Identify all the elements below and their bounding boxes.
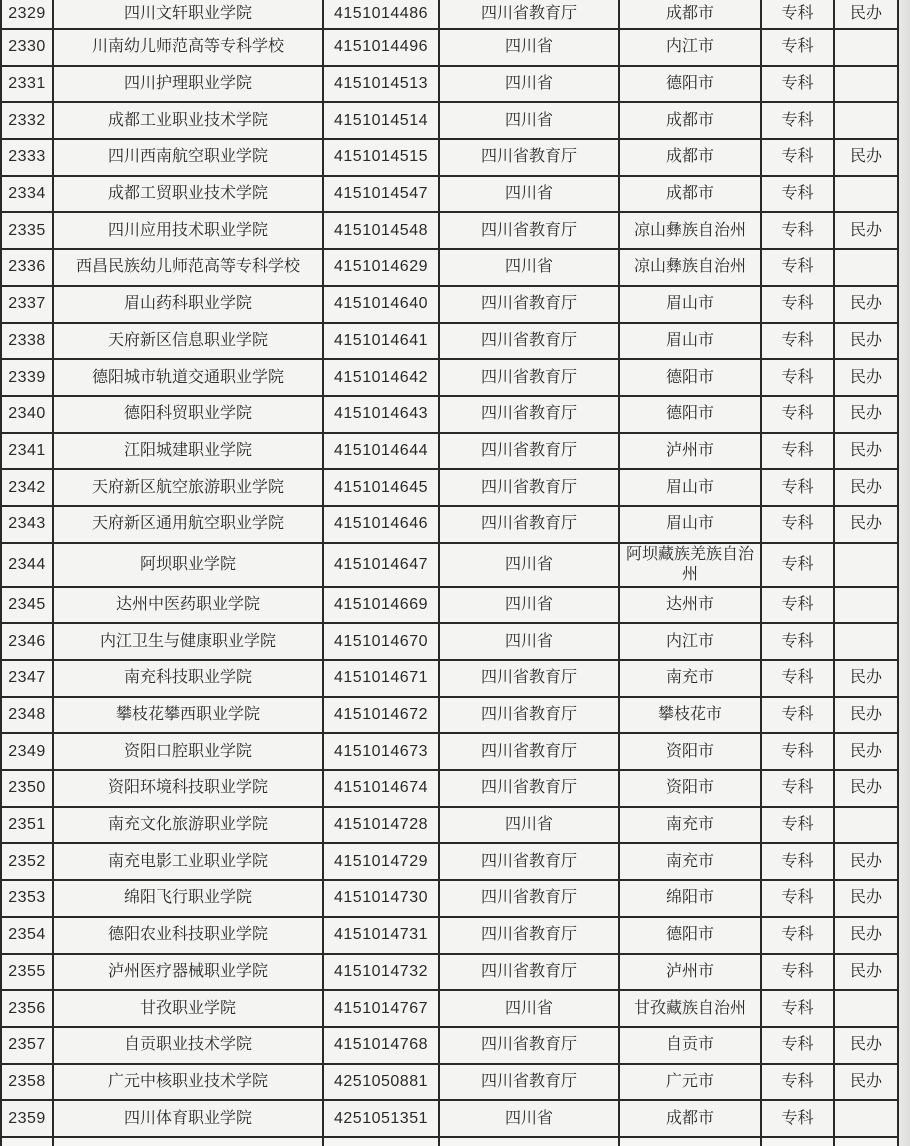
ownership-cell: 民办	[834, 506, 898, 543]
city-cell: 成都市	[619, 102, 761, 139]
ownership-cell	[834, 29, 898, 66]
table-row	[1, 843, 898, 880]
department-cell: 四川省教育厅	[439, 843, 619, 880]
seq-cell: 2336	[1, 249, 53, 286]
seq-cell: 2330	[1, 29, 53, 66]
seq-cell: 2347	[1, 660, 53, 697]
school-code-cell: 4151014548	[323, 212, 439, 249]
department-cell: 四川省教育厅	[439, 770, 619, 807]
school-code-cell: 4151014673	[323, 733, 439, 770]
department-cell: 四川省	[439, 807, 619, 844]
school-code-cell: 4151014513	[323, 66, 439, 103]
seq-cell: 2341	[1, 433, 53, 470]
school-code-cell: 4151014486	[323, 0, 439, 29]
level-cell: 专科	[761, 543, 834, 587]
ownership-cell: 民办	[834, 0, 898, 29]
seq-cell: 2353	[1, 880, 53, 917]
seq-cell: 2358	[1, 1064, 53, 1101]
department-cell: 四川省教育厅	[439, 1027, 619, 1064]
ownership-cell: 民办	[834, 660, 898, 697]
department-cell: 四川省教育厅	[439, 917, 619, 954]
seq-cell: 2357	[1, 1027, 53, 1064]
school-code-cell: 4151014645	[323, 469, 439, 506]
school-code-cell: 4151014670	[323, 623, 439, 660]
department-cell: 四川省教育厅	[439, 139, 619, 176]
empty-cell	[439, 1137, 619, 1146]
school-code-cell: 4151014647	[323, 543, 439, 587]
school-code-cell: 4151014514	[323, 102, 439, 139]
school-code-cell: 4151014641	[323, 323, 439, 360]
ownership-cell	[834, 587, 898, 624]
school-name-cell: 南充科技职业学院	[53, 660, 323, 697]
seq-cell: 2339	[1, 359, 53, 396]
school-name-cell: 攀枝花攀西职业学院	[53, 697, 323, 734]
ownership-cell	[834, 1100, 898, 1137]
level-cell: 专科	[761, 212, 834, 249]
table-row	[1, 807, 898, 844]
table-row	[1, 176, 898, 213]
school-name-cell: 资阳口腔职业学院	[53, 733, 323, 770]
ownership-cell: 民办	[834, 954, 898, 991]
school-code-cell: 4151014496	[323, 29, 439, 66]
empty-cell	[53, 1137, 323, 1146]
seq-cell: 2348	[1, 697, 53, 734]
school-code-cell: 4151014644	[323, 433, 439, 470]
ownership-cell: 民办	[834, 396, 898, 433]
department-cell: 四川省教育厅	[439, 697, 619, 734]
city-cell: 眉山市	[619, 286, 761, 323]
table-row	[1, 660, 898, 697]
city-cell: 资阳市	[619, 770, 761, 807]
seq-cell: 2342	[1, 469, 53, 506]
ownership-cell: 民办	[834, 323, 898, 360]
level-cell: 专科	[761, 587, 834, 624]
table-row	[1, 323, 898, 360]
seq-cell: 2345	[1, 587, 53, 624]
school-name-cell: 天府新区信息职业学院	[53, 323, 323, 360]
city-cell: 德阳市	[619, 917, 761, 954]
city-cell: 资阳市	[619, 733, 761, 770]
school-code-cell: 4151014515	[323, 139, 439, 176]
empty-cell	[834, 1137, 898, 1146]
department-cell: 四川省	[439, 249, 619, 286]
school-code-cell: 4151014643	[323, 396, 439, 433]
empty-cell	[1, 1137, 53, 1146]
table-row	[1, 543, 898, 587]
level-cell: 专科	[761, 917, 834, 954]
table-row	[1, 286, 898, 323]
level-cell: 专科	[761, 102, 834, 139]
level-cell: 专科	[761, 433, 834, 470]
level-cell: 专科	[761, 807, 834, 844]
level-cell: 专科	[761, 880, 834, 917]
city-cell: 德阳市	[619, 396, 761, 433]
level-cell: 专科	[761, 843, 834, 880]
city-cell: 绵阳市	[619, 880, 761, 917]
school-name-cell: 南充文化旅游职业学院	[53, 807, 323, 844]
school-code-cell: 4151014642	[323, 359, 439, 396]
city-cell: 德阳市	[619, 66, 761, 103]
city-cell: 凉山彝族自治州	[619, 249, 761, 286]
level-cell: 专科	[761, 733, 834, 770]
city-cell: 南充市	[619, 660, 761, 697]
level-cell: 专科	[761, 286, 834, 323]
ownership-cell: 民办	[834, 733, 898, 770]
school-name-cell: 四川应用技术职业学院	[53, 212, 323, 249]
city-cell: 南充市	[619, 807, 761, 844]
school-name-cell: 天府新区航空旅游职业学院	[53, 469, 323, 506]
school-name-cell: 绵阳飞行职业学院	[53, 880, 323, 917]
city-cell: 达州市	[619, 587, 761, 624]
school-name-cell: 德阳城市轨道交通职业学院	[53, 359, 323, 396]
school-name-cell: 阿坝职业学院	[53, 543, 323, 587]
level-cell: 专科	[761, 469, 834, 506]
school-code-cell: 4151014730	[323, 880, 439, 917]
school-name-cell: 天府新区通用航空职业学院	[53, 506, 323, 543]
table-row	[1, 506, 898, 543]
level-cell: 专科	[761, 506, 834, 543]
city-cell: 眉山市	[619, 323, 761, 360]
table-row	[1, 66, 898, 103]
ownership-cell: 民办	[834, 469, 898, 506]
table-row	[1, 29, 898, 66]
seq-cell: 2331	[1, 66, 53, 103]
level-cell: 专科	[761, 623, 834, 660]
seq-cell: 2350	[1, 770, 53, 807]
seq-cell: 2334	[1, 176, 53, 213]
school-name-cell: 资阳环境科技职业学院	[53, 770, 323, 807]
table-row	[1, 0, 898, 29]
seq-cell: 2338	[1, 323, 53, 360]
department-cell: 四川省	[439, 990, 619, 1027]
seq-cell: 2356	[1, 990, 53, 1027]
ownership-cell	[834, 66, 898, 103]
city-cell: 德阳市	[619, 359, 761, 396]
school-code-cell: 4151014732	[323, 954, 439, 991]
table-row	[1, 954, 898, 991]
school-name-cell: 德阳科贸职业学院	[53, 396, 323, 433]
school-name-cell: 成都工业职业技术学院	[53, 102, 323, 139]
seq-cell: 2346	[1, 623, 53, 660]
ownership-cell	[834, 543, 898, 587]
table-row	[1, 1064, 898, 1101]
ownership-cell: 民办	[834, 770, 898, 807]
photo-right-margin	[899, 0, 910, 1146]
school-name-cell: 甘孜职业学院	[53, 990, 323, 1027]
school-name-cell: 内江卫生与健康职业学院	[53, 623, 323, 660]
school-code-cell: 4251050881	[323, 1064, 439, 1101]
seq-cell: 2359	[1, 1100, 53, 1137]
seq-cell: 2343	[1, 506, 53, 543]
school-name-cell: 江阳城建职业学院	[53, 433, 323, 470]
ownership-cell: 民办	[834, 917, 898, 954]
school-name-cell: 四川西南航空职业学院	[53, 139, 323, 176]
empty-cell	[619, 1137, 761, 1146]
table-row	[1, 249, 898, 286]
school-code-cell: 4151014671	[323, 660, 439, 697]
school-code-cell: 4151014669	[323, 587, 439, 624]
department-cell: 四川省教育厅	[439, 733, 619, 770]
level-cell: 专科	[761, 1064, 834, 1101]
seq-cell: 2340	[1, 396, 53, 433]
department-cell: 四川省教育厅	[439, 212, 619, 249]
table-row	[1, 1027, 898, 1064]
table-row	[1, 880, 898, 917]
city-cell: 凉山彝族自治州	[619, 212, 761, 249]
level-cell: 专科	[761, 139, 834, 176]
department-cell: 四川省教育厅	[439, 286, 619, 323]
department-cell: 四川省教育厅	[439, 954, 619, 991]
school-name-cell: 德阳农业科技职业学院	[53, 917, 323, 954]
department-cell: 四川省	[439, 623, 619, 660]
seq-cell: 2335	[1, 212, 53, 249]
seq-cell: 2349	[1, 733, 53, 770]
department-cell: 四川省	[439, 29, 619, 66]
school-code-cell: 4151014768	[323, 1027, 439, 1064]
school-code-cell: 4151014728	[323, 807, 439, 844]
department-cell: 四川省教育厅	[439, 660, 619, 697]
table-row	[1, 587, 898, 624]
seq-cell: 2333	[1, 139, 53, 176]
school-name-cell: 四川文轩职业学院	[53, 0, 323, 29]
level-cell: 专科	[761, 660, 834, 697]
school-name-cell: 四川护理职业学院	[53, 66, 323, 103]
school-name-cell: 成都工贸职业技术学院	[53, 176, 323, 213]
city-cell: 攀枝花市	[619, 697, 761, 734]
city-cell: 泸州市	[619, 433, 761, 470]
department-cell: 四川省	[439, 543, 619, 587]
seq-cell: 2332	[1, 102, 53, 139]
seq-cell: 2329	[1, 0, 53, 29]
table-row	[1, 102, 898, 139]
ownership-cell	[834, 623, 898, 660]
school-name-cell: 泸州医疗器械职业学院	[53, 954, 323, 991]
ownership-cell: 民办	[834, 1064, 898, 1101]
department-cell: 四川省教育厅	[439, 0, 619, 29]
empty-cell	[761, 1137, 834, 1146]
level-cell: 专科	[761, 0, 834, 29]
ownership-cell: 民办	[834, 697, 898, 734]
ownership-cell: 民办	[834, 880, 898, 917]
level-cell: 专科	[761, 249, 834, 286]
school-name-cell: 西昌民族幼儿师范高等专科学校	[53, 249, 323, 286]
department-cell: 四川省教育厅	[439, 880, 619, 917]
table-row	[1, 623, 898, 660]
department-cell: 四川省教育厅	[439, 506, 619, 543]
city-cell: 成都市	[619, 139, 761, 176]
school-name-cell: 眉山药科职业学院	[53, 286, 323, 323]
partial-next-row	[1, 1137, 898, 1146]
school-name-cell: 自贡职业技术学院	[53, 1027, 323, 1064]
school-code-cell: 4151014731	[323, 917, 439, 954]
ownership-cell: 民办	[834, 286, 898, 323]
city-cell: 阿坝藏族羌族自治州	[619, 543, 761, 587]
school-name-cell: 川南幼儿师范高等专科学校	[53, 29, 323, 66]
seq-cell: 2344	[1, 543, 53, 587]
level-cell: 专科	[761, 29, 834, 66]
ownership-cell: 民办	[834, 212, 898, 249]
seq-cell: 2351	[1, 807, 53, 844]
seq-cell: 2354	[1, 917, 53, 954]
city-cell: 自贡市	[619, 1027, 761, 1064]
table-row	[1, 697, 898, 734]
seq-cell: 2352	[1, 843, 53, 880]
department-cell: 四川省教育厅	[439, 433, 619, 470]
table-row	[1, 139, 898, 176]
city-cell: 成都市	[619, 0, 761, 29]
level-cell: 专科	[761, 396, 834, 433]
ownership-cell: 民办	[834, 433, 898, 470]
school-name-cell: 广元中核职业技术学院	[53, 1064, 323, 1101]
ownership-cell	[834, 807, 898, 844]
level-cell: 专科	[761, 66, 834, 103]
table-row	[1, 1100, 898, 1137]
department-cell: 四川省	[439, 66, 619, 103]
table-row	[1, 433, 898, 470]
school-code-cell: 4151014674	[323, 770, 439, 807]
school-code-cell: 4151014646	[323, 506, 439, 543]
table-row	[1, 917, 898, 954]
level-cell: 专科	[761, 770, 834, 807]
table-row	[1, 733, 898, 770]
city-cell: 眉山市	[619, 506, 761, 543]
department-cell: 四川省教育厅	[439, 469, 619, 506]
department-cell: 四川省	[439, 176, 619, 213]
department-cell: 四川省教育厅	[439, 396, 619, 433]
school-name-cell: 南充电影工业职业学院	[53, 843, 323, 880]
school-code-cell: 4151014729	[323, 843, 439, 880]
department-cell: 四川省教育厅	[439, 359, 619, 396]
school-code-cell: 4151014547	[323, 176, 439, 213]
city-cell: 泸州市	[619, 954, 761, 991]
level-cell: 专科	[761, 323, 834, 360]
table-row	[1, 469, 898, 506]
level-cell: 专科	[761, 1027, 834, 1064]
school-code-cell: 4151014672	[323, 697, 439, 734]
school-name-cell: 达州中医药职业学院	[53, 587, 323, 624]
level-cell: 专科	[761, 1100, 834, 1137]
empty-cell	[323, 1137, 439, 1146]
ownership-cell	[834, 249, 898, 286]
table-row	[1, 396, 898, 433]
ownership-cell: 民办	[834, 1027, 898, 1064]
level-cell: 专科	[761, 990, 834, 1027]
ownership-cell	[834, 990, 898, 1027]
table-row	[1, 770, 898, 807]
ownership-cell: 民办	[834, 359, 898, 396]
school-name-cell: 四川体育职业学院	[53, 1100, 323, 1137]
table-row	[1, 990, 898, 1027]
ownership-cell	[834, 176, 898, 213]
ownership-cell: 民办	[834, 139, 898, 176]
level-cell: 专科	[761, 359, 834, 396]
department-cell: 四川省教育厅	[439, 323, 619, 360]
school-code-cell: 4151014767	[323, 990, 439, 1027]
seq-cell: 2355	[1, 954, 53, 991]
seq-cell: 2337	[1, 286, 53, 323]
table-row	[1, 359, 898, 396]
level-cell: 专科	[761, 697, 834, 734]
department-cell: 四川省	[439, 587, 619, 624]
level-cell: 专科	[761, 954, 834, 991]
school-code-cell: 4251051351	[323, 1100, 439, 1137]
level-cell: 专科	[761, 176, 834, 213]
city-cell: 甘孜藏族自治州	[619, 990, 761, 1027]
department-cell: 四川省	[439, 102, 619, 139]
city-cell: 成都市	[619, 176, 761, 213]
city-cell: 广元市	[619, 1064, 761, 1101]
department-cell: 四川省	[439, 1100, 619, 1137]
department-cell: 四川省教育厅	[439, 1064, 619, 1101]
city-cell: 成都市	[619, 1100, 761, 1137]
city-cell: 眉山市	[619, 469, 761, 506]
school-code-cell: 4151014640	[323, 286, 439, 323]
school-table-body	[1, 0, 898, 1146]
city-cell: 南充市	[619, 843, 761, 880]
city-cell: 内江市	[619, 623, 761, 660]
city-cell: 内江市	[619, 29, 761, 66]
ownership-cell: 民办	[834, 843, 898, 880]
table-row	[1, 212, 898, 249]
ownership-cell	[834, 102, 898, 139]
school-code-cell: 4151014629	[323, 249, 439, 286]
